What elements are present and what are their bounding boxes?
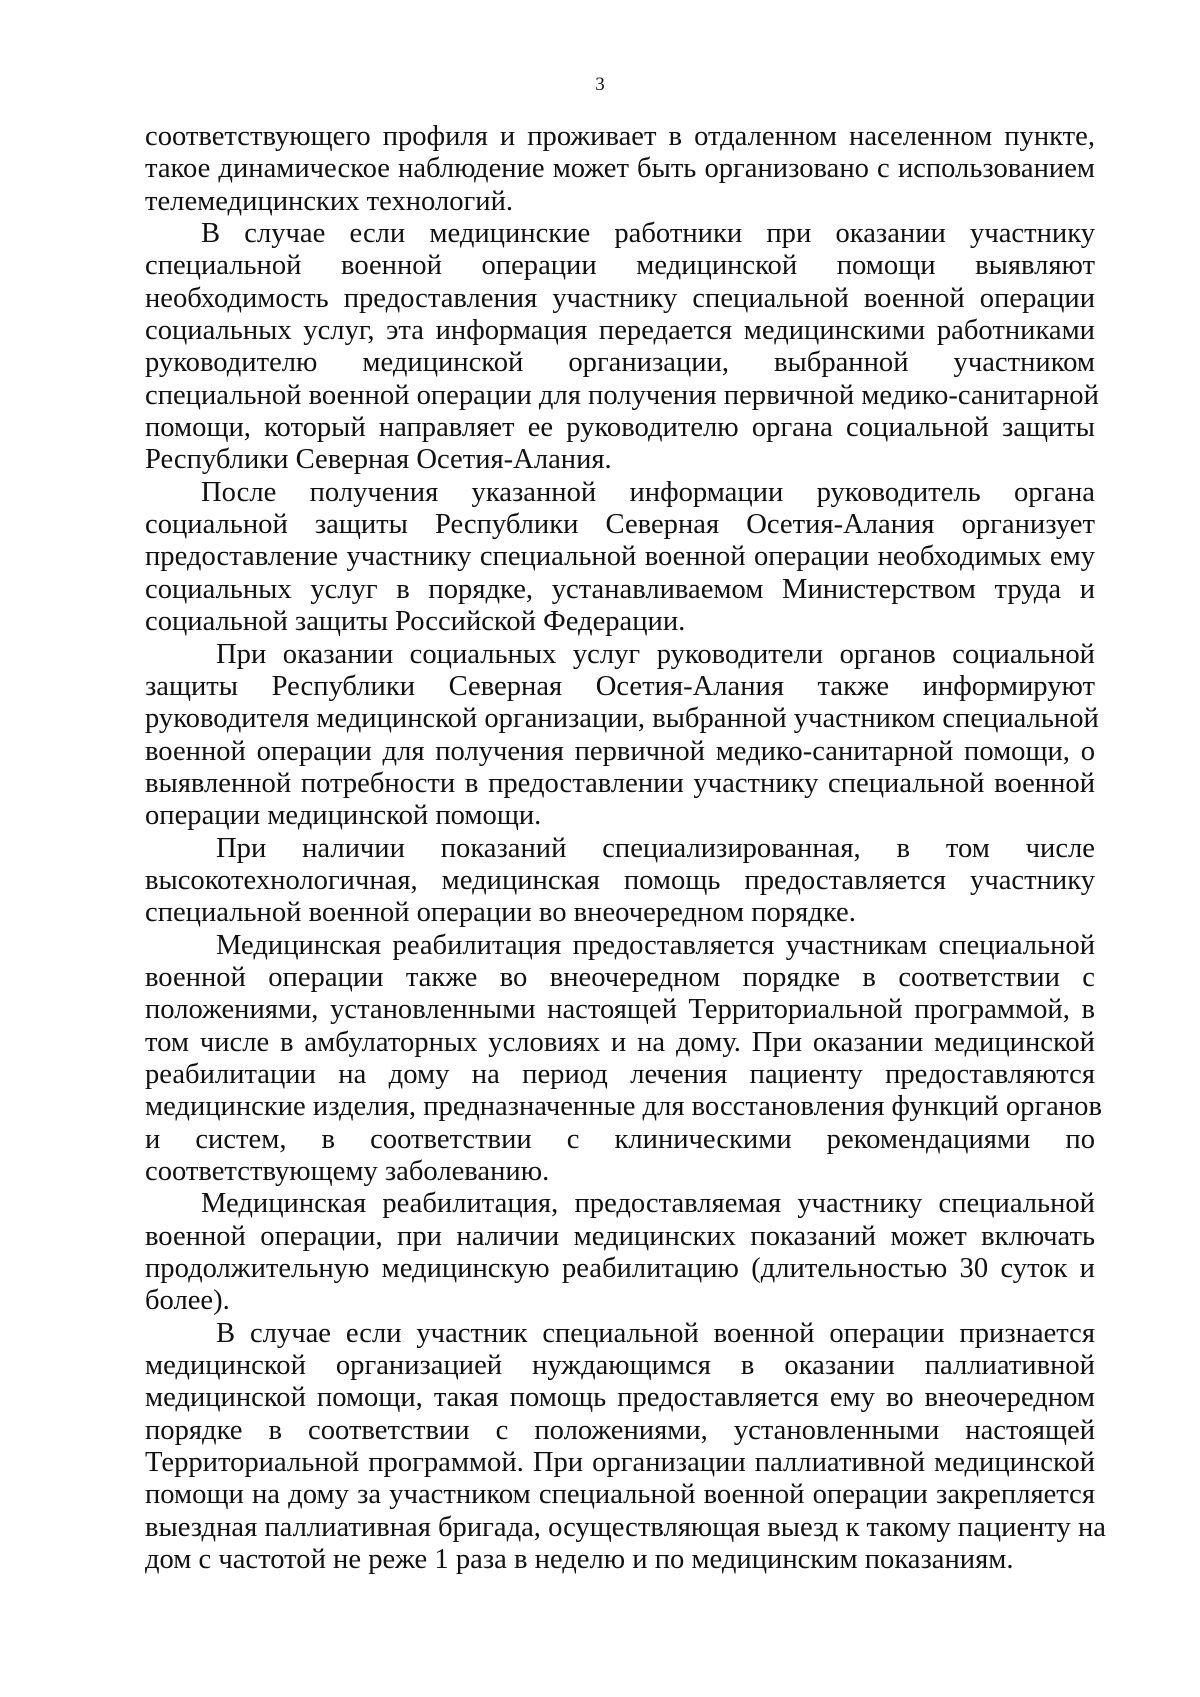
text-line: защиты Республики Северная Осетия-Алания также информируют <box>145 670 1095 702</box>
text-line: порядке в соответствии с положениями, установленными настоящей <box>145 1414 1095 1446</box>
paragraph <box>145 1317 1106 1577</box>
text-line: В случае если медицинские работники при оказании участнику <box>201 218 1095 250</box>
text-line: выявленной потребности в предоставлении участнику специальной военной <box>145 767 1095 799</box>
paragraph <box>145 929 1102 1189</box>
text-line: После получения указанной информации руководитель органа <box>201 476 1095 508</box>
text-line: операции медицинской помощи. <box>145 800 542 832</box>
text-line: военной операции также во внеочередном порядке в соответствии с <box>145 961 1095 993</box>
text-line: необходимость предоставления участнику специальной военной операции <box>145 282 1095 314</box>
text-line: медицинские изделия, предназначенные для восстановления функций органов <box>145 1091 1102 1123</box>
text-line: социальной защиты Республики Северная Осетия-Алания организует <box>145 509 1095 541</box>
text-line: такое динамическое наблюдение может быть организовано с использованием <box>145 153 1095 185</box>
text-line: специальной военной операции для получения первичной медико-санитарной <box>145 379 1099 411</box>
text-line: медицинской организацией нуждающимся в оказании паллиативной <box>145 1350 1095 1382</box>
paragraph <box>145 121 1095 218</box>
text-line: и систем, в соответствии с клиническими рекомендациями по <box>145 1123 1095 1155</box>
text-line: военной операции для получения первичной медико-санитарной помощи, о <box>145 735 1095 767</box>
text-line: социальных услуг в порядке, устанавливаемом Министерством труда и <box>145 573 1095 605</box>
text-line: Медицинская реабилитация предоставляется участникам специальной <box>216 929 1095 961</box>
text-line: помощи на дому за участником специальной военной операции закрепляется <box>145 1479 1095 1511</box>
paragraph <box>145 833 1095 930</box>
text-line: реабилитации на дому на период лечения пациенту предоставляются <box>145 1058 1095 1090</box>
text-line: Медицинская реабилитация, предоставляемая участнику специальной <box>201 1188 1095 1220</box>
text-line: том числе в амбулаторных условиях и на дому. При оказании медицинской <box>145 1026 1095 1058</box>
text-line: руководителя медицинской организации, выбранной участником специальной <box>145 703 1099 735</box>
text-line: медицинской помощи, такая помощь предоставляется ему во внеочередном <box>145 1382 1095 1414</box>
text-line: Территориальной программой. При организации паллиативной медицинской <box>145 1447 1095 1479</box>
text-line: специальной военной операции медицинской помощи выявляют <box>145 250 1095 282</box>
paragraph <box>145 477 1095 639</box>
text-line: социальных услуг, эта информация передается медицинскими работниками <box>145 315 1095 347</box>
paragraph <box>145 638 1099 833</box>
text-line: помощи, который направляет ее руководителю органа социальной защиты <box>145 412 1095 444</box>
document-body <box>145 121 1106 1576</box>
text-line: высокотехнологичная, медицинская помощь предоставляется участнику <box>145 864 1095 896</box>
paragraph <box>145 1188 1095 1317</box>
text-line: предоставление участнику специальной военной операции необходимых ему <box>145 541 1095 573</box>
text-line: положениями, установленными настоящей Территориальной программой, в <box>145 994 1095 1026</box>
page-number: 3 <box>595 74 605 95</box>
text-line: продолжительную медицинскую реабилитацию (длительностью 30 суток и <box>145 1253 1095 1285</box>
paragraph <box>145 218 1099 477</box>
text-line: более). <box>145 1285 230 1317</box>
text-line: телемедицинских технологий. <box>145 185 514 217</box>
text-line: социальной защиты Российской Федерации. <box>145 606 686 638</box>
text-line: соответствующему заболеванию. <box>145 1156 550 1187</box>
text-line: При наличии показаний специализированная, в том числе <box>216 832 1095 864</box>
text-line: специальной военной операции во внеочередном порядке. <box>145 897 856 929</box>
text-line: военной операции, при наличии медицинских показаний может включать <box>145 1220 1095 1252</box>
text-line: руководителю медицинской организации, выбранной участником <box>145 347 1095 379</box>
text-line: Республики Северная Осетия-Алания. <box>145 444 612 476</box>
text-line: соответствующего профиля и проживает в отдаленном населенном пункте, <box>145 121 1095 152</box>
text-line: дом с частотой не реже 1 раза в неделю и по медицинским показаниям. <box>145 1544 1014 1576</box>
text-line: выездная паллиативная бригада, осуществляющая выезд к такому пациенту на <box>145 1511 1106 1543</box>
text-line: При оказании социальных услуг руководители органов социальной <box>216 638 1095 670</box>
text-line: В случае если участник специальной военной операции признается <box>216 1317 1095 1349</box>
